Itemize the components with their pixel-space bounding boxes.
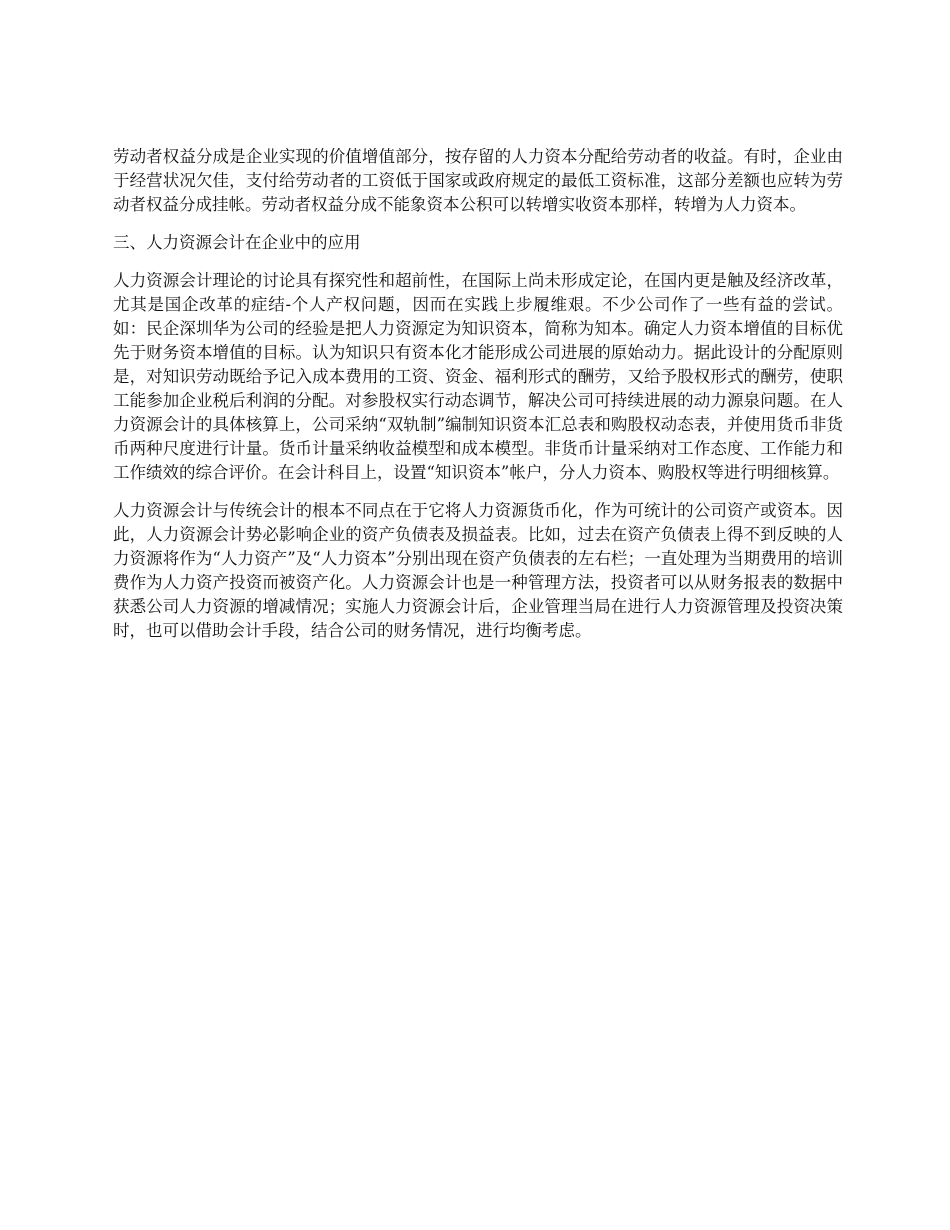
paragraph-difference-traditional: 人力资源会计与传统会计的根本不同点在于它将人力资源货币化，作为可统计的公司资产或资本。因此，人力资源会计势必影响企业的资产负债表及损益表。比如，过去在资产负债表上得不到反映的人力资源将作为“人力资产”及“人力资本”分别出现在资产负债表的左右栏；一直处理为当期费用的培训费作为人力资产投资而被资产化。人力资源会计也是一种管理方法，投资者可以从财务报表的数据中获悉公司人力资源的增减情况；实施人力资源会计后，企业管理当局在进行人力资源管理及投资决策时，也可以借助会计手段，结合公司的财务情况，进行均衡考虑。 [113,501,843,640]
document-page [113,145,843,657]
section-heading-application: 三、人力资源会计在企业中的应用 [113,233,361,252]
paragraph-labor-equity: 劳动者权益分成是企业实现的价值增值部分，按存留的人力资本分配给劳动者的收益。有时，企业由于经营状况欠佳，支付给劳动者的工资低于国家或政府规定的最低工资标准，这部分差额也应转为劳动者权益分成挂帐。劳动者权益分成不能象资本公积可以转增实收资本那样，转增为人力资本。 [113,147,843,214]
paragraph-theory-practice: 人力资源会计理论的讨论具有探究性和超前性，在国际上尚未形成定论，在国内更是触及经济改革，尤其是国企改革的症结-个人产权问题，因而在实践上步履维艰。不少公司作了一些有益的尝试。如：民企深圳华为公司的经验是把人力资源定为知识资本，简称为知本。确定人力资本增值的目标优先于财务资本增值的目标。认为知识只有资本化才能形成公司进展的原始动力。据此设计的分配原则是，对知识劳动既给予记入成本费用的工资、资金、福利形式的酬劳，又给予股权形式的酬劳，使职工能参加企业税后利润的分配。对参股权实行动态调节，解决公司可持续进展的动力源泉问题。在人力资源会计的具体核算上，公司采纳“双轨制”编制知识资本汇总表和购股权动态表，并使用货币非货币两种尺度进行计量。货币计量采纳收益模型和成本模型。非货币计量采纳对工作态度、工作能力和工作绩效的综合评价。在会计科目上，设置“知识资本”帐户，分人力资本、购股权等进行明细核算。 [113,271,843,482]
